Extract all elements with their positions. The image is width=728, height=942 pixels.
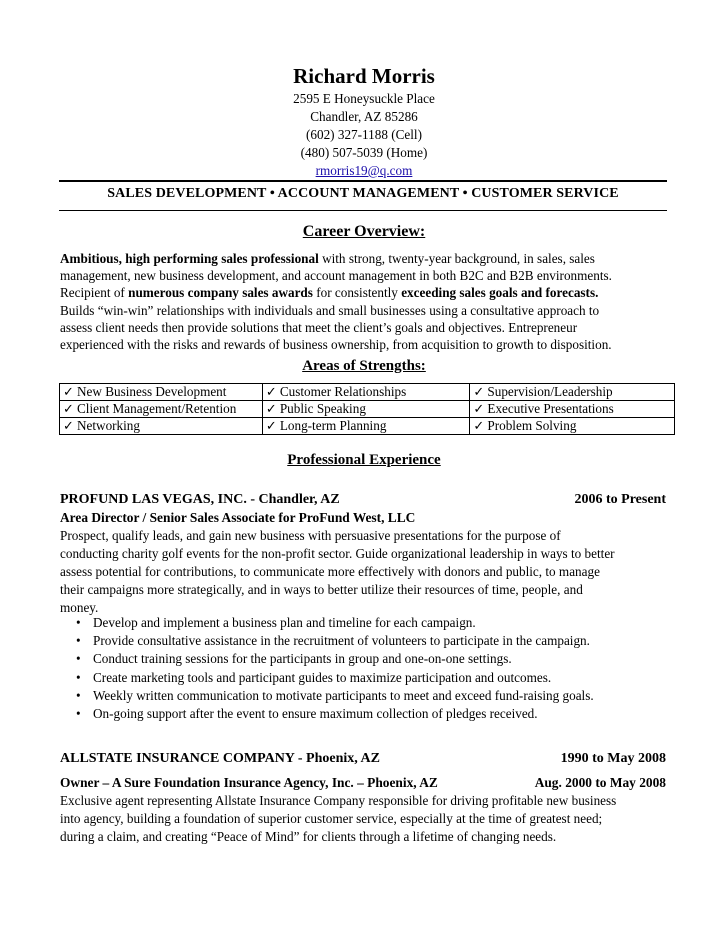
strength-label: Executive Presentations <box>487 401 614 416</box>
list-item <box>60 632 666 650</box>
job-2-role-line <box>60 775 666 791</box>
checkmark-icon: ✓ <box>473 401 485 416</box>
list-item <box>60 614 666 632</box>
strength-cell <box>470 384 675 401</box>
list-item <box>60 669 666 687</box>
overview-bold-lead: Ambitious, high performing sales professional <box>60 251 319 266</box>
job-1-bullets <box>60 614 666 723</box>
job-2-company: ALLSTATE INSURANCE COMPANY - Phoenix, AZ <box>60 751 380 766</box>
career-overview-title: Career Overview: <box>302 223 426 240</box>
bullet-text: Conduct training sessions for the participants in group and one-on-one settings. <box>93 651 512 667</box>
bullet-icon: • <box>76 651 81 667</box>
phone-home: (480) 507-5039 (Home) <box>300 145 428 160</box>
job-2-desc-3: during a claim, and creating “Peace of Mind” for clients through a lifetime of changing needs. <box>60 829 557 844</box>
job-1-role: Area Director / Senior Sales Associate for ProFund West, LLC <box>60 510 416 525</box>
strength-label: Long-term Planning <box>279 418 387 433</box>
strength-label: Customer Relationships <box>279 384 407 399</box>
bullet-icon: • <box>76 687 81 703</box>
checkmark-icon: ✓ <box>265 401 277 416</box>
email-link[interactable]: rmorris19@q.com <box>315 163 413 178</box>
job-1-desc-5: money. <box>60 600 99 615</box>
bullet-text: Provide consultative assistance in the recruitment of volunteers to participate in the campaign. <box>93 633 590 649</box>
strength-label: Client Management/Retention <box>77 401 237 416</box>
job-1-desc-3: assess potential for contributions, to communicate more effectively with donors and public, to manage <box>60 564 600 579</box>
strength-cell <box>60 401 263 418</box>
bullet-text: Create marketing tools and participant guides to maximize participation and outcomes. <box>93 669 552 685</box>
job-1-desc-1: Prospect, qualify leads, and gain new business with persuasive presentations for the purpose of <box>60 528 561 543</box>
strength-label: Networking <box>77 418 140 433</box>
address-line-2: Chandler, AZ 85286 <box>310 109 418 124</box>
checkmark-icon: ✓ <box>265 418 277 433</box>
checkmark-icon: ✓ <box>63 418 75 433</box>
checkmark-icon: ✓ <box>473 384 485 399</box>
strength-label: Supervision/Leadership <box>487 384 613 399</box>
strengths-row <box>60 418 675 435</box>
strength-cell <box>262 418 470 435</box>
overview-line-3b: numerous company sales awards <box>128 285 313 301</box>
checkmark-icon: ✓ <box>265 384 277 399</box>
overview-line-2: management, new business development, and account management in both B2C and B2B environments. <box>60 268 612 284</box>
job-2-desc-2: into agency, building a foundation of superior customer service, especially at the time of greatest need; <box>60 811 603 826</box>
strength-cell <box>60 418 263 435</box>
job-1-dates: 2006 to Present <box>574 492 666 507</box>
overview-line-3d: exceeding sales goals and forecasts. <box>401 285 599 301</box>
job-1-description <box>60 527 666 617</box>
job-1-desc-2: conducting charity golf events for the non-profit sector. Guide organizational leadership in ways to better <box>60 546 615 561</box>
professional-headline: SALES DEVELOPMENT • ACCOUNT MANAGEMENT • CUSTOMER SERVICE <box>107 186 619 201</box>
bullet-icon: • <box>76 669 81 685</box>
strength-label: New Business Development <box>77 384 227 399</box>
job-2-desc-1: Exclusive agent representing Allstate Insurance Company responsible for driving profitable new business <box>60 793 617 808</box>
headline-divider <box>59 210 667 211</box>
strength-cell <box>262 384 470 401</box>
bullet-icon: • <box>76 706 81 722</box>
overview-line-5: assess client needs then provide solutions that meet the client’s goals and objectives. Entrepreneur <box>60 319 578 335</box>
overview-line-3c: for consistently <box>312 285 402 301</box>
experience-title: Professional Experience <box>287 452 441 468</box>
job-2-header <box>60 751 666 767</box>
phone-cell: (602) 327-1188 (Cell) <box>306 127 422 142</box>
strengths-title: Areas of Strengths: <box>302 358 426 374</box>
bullet-icon: • <box>76 633 81 649</box>
job-1-company: PROFUND LAS VEGAS, INC. - Chandler, AZ <box>60 492 340 507</box>
job-1-header <box>60 492 666 508</box>
list-item <box>60 650 666 668</box>
bullet-icon: • <box>76 615 81 630</box>
list-item <box>60 705 666 723</box>
checkmark-icon: ✓ <box>473 418 485 433</box>
checkmark-icon: ✓ <box>63 401 75 416</box>
overview-line-6: experienced with the risks and rewards of business ownership, from acquisition to growth to disposition. <box>60 337 612 353</box>
job-2-role-dates: Aug. 2000 to May 2008 <box>534 775 666 790</box>
checkmark-icon: ✓ <box>63 384 75 399</box>
bullet-text: On-going support after the event to ensure maximum collection of pledges received. <box>93 706 538 722</box>
email-line <box>0 162 728 180</box>
candidate-name: Richard Morris <box>293 64 435 88</box>
strength-cell <box>470 401 675 418</box>
job-1-desc-4: their campaigns more strategically, and in ways to better utilize their resources of time, people, and <box>60 582 583 597</box>
overview-line-1: with strong, twenty-year background, in sales, sales <box>318 251 595 266</box>
strength-label: Public Speaking <box>279 401 366 416</box>
strengths-row <box>60 401 675 418</box>
strengths-table <box>59 383 675 435</box>
header-divider <box>59 180 667 182</box>
overview-line-3a: Recipient of <box>60 285 129 301</box>
strength-cell <box>60 384 263 401</box>
list-item <box>60 687 666 705</box>
job-2-role: Owner – A Sure Foundation Insurance Agency, Inc. – Phoenix, AZ <box>60 775 438 790</box>
strength-cell <box>262 401 470 418</box>
address-line-1: 2595 E Honeysuckle Place <box>293 91 435 106</box>
overview-line-4: Builds “win-win” relationships with individuals and small businesses using a consultative approach to <box>60 302 600 318</box>
job-2-description <box>60 792 666 846</box>
strength-cell <box>470 418 675 435</box>
job-2-dates: 1990 to May 2008 <box>560 751 666 766</box>
strengths-row <box>60 384 675 401</box>
bullet-text: Weekly written communication to motivate participants to meet and exceed fund-raising goals. <box>93 687 594 703</box>
career-overview-text <box>60 250 666 353</box>
bullet-text: Develop and implement a business plan and timeline for each campaign. <box>93 615 476 630</box>
strength-label: Problem Solving <box>487 418 577 433</box>
